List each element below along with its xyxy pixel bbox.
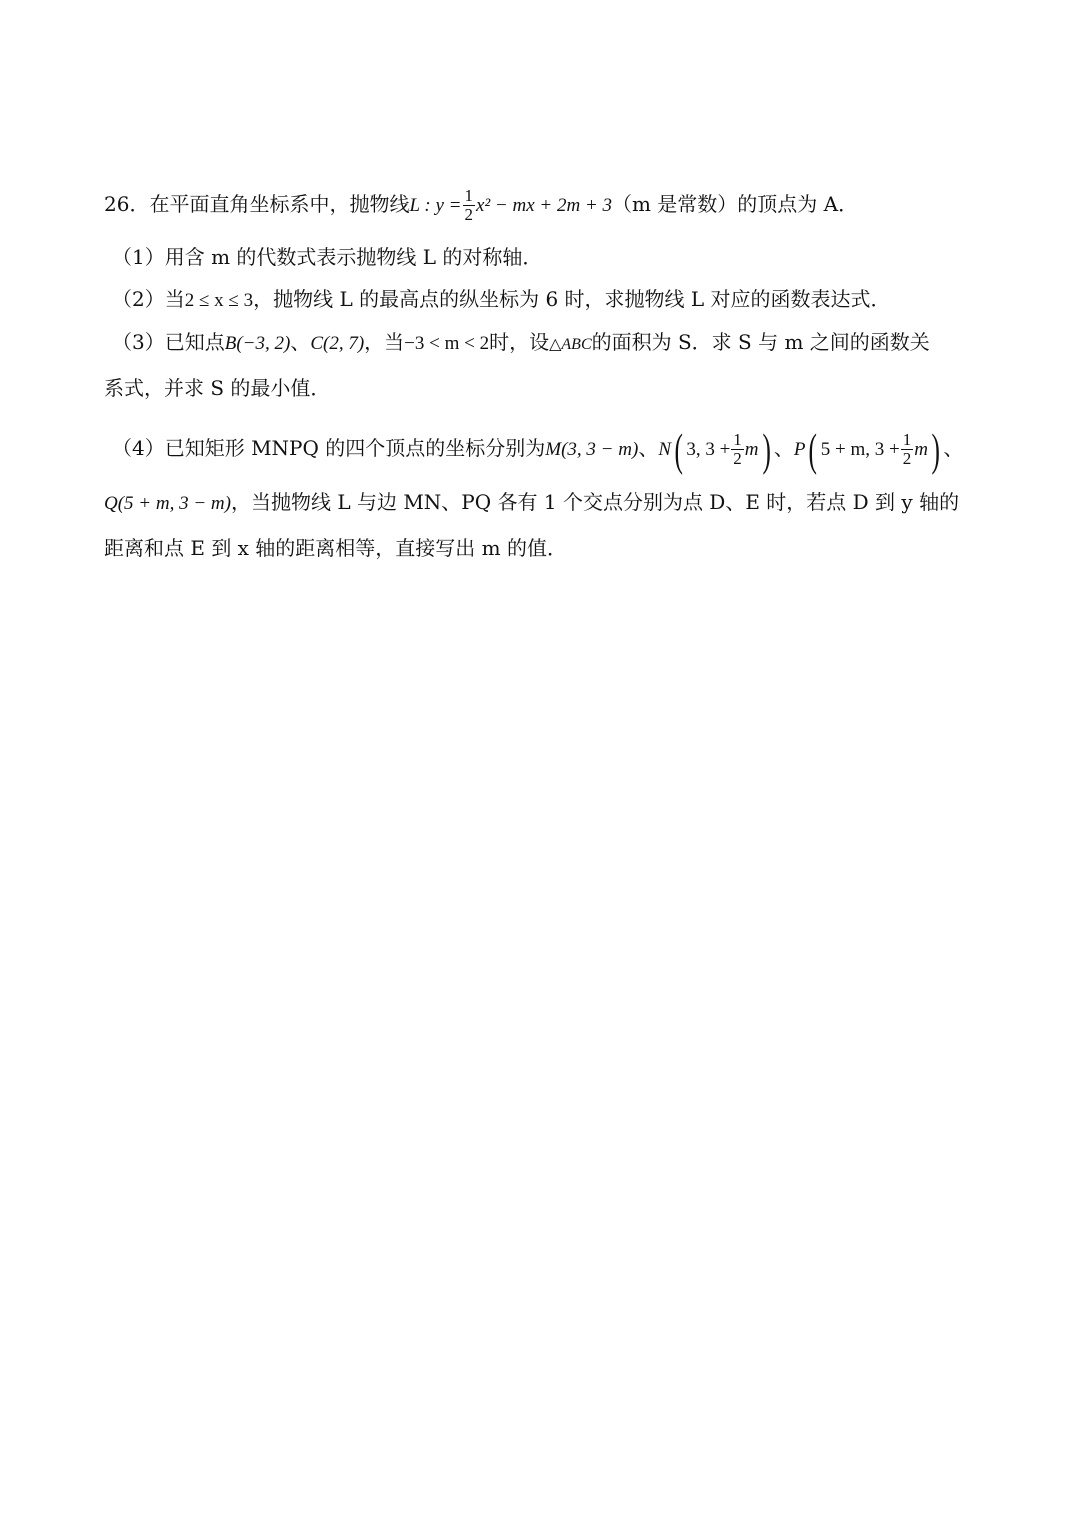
right-paren-icon: ) bbox=[761, 423, 771, 475]
point-p-fraction bbox=[901, 431, 914, 468]
point-b: B(−3, 2) bbox=[224, 333, 291, 354]
fraction-denominator: 2 bbox=[733, 449, 742, 468]
part-4-line-2 bbox=[104, 487, 959, 519]
problem-intro-line bbox=[104, 187, 858, 224]
point-p-tail: m bbox=[914, 439, 928, 460]
point-n-label: N bbox=[658, 439, 671, 460]
part-3-line-1 bbox=[112, 327, 930, 360]
point-c: C(2, 7) bbox=[310, 333, 365, 354]
parabola-formula-rhs: x² − mx + 2m + 3 bbox=[476, 195, 612, 216]
fraction-numerator: 1 bbox=[464, 186, 474, 205]
point-n-fraction bbox=[731, 431, 744, 468]
part-4-line-3-text: 距离和点 E 到 x 轴的距离相等，直接写出 m 的值． bbox=[104, 536, 567, 560]
point-n-body: 3, 3 + bbox=[686, 439, 731, 460]
problem-intro-prefix: 在平面直角坐标系中，抛物线 bbox=[149, 192, 410, 216]
point-q: Q(5 + m, 3 − m) bbox=[104, 493, 231, 514]
fraction-numerator: 1 bbox=[733, 430, 742, 449]
part-2 bbox=[112, 284, 891, 316]
part-4-line-1 bbox=[112, 423, 964, 475]
point-m: M(3, 3 − m) bbox=[545, 439, 639, 460]
left-paren-icon: ( bbox=[674, 423, 683, 475]
part-4-line-3 bbox=[104, 533, 567, 563]
part-2-condition: 2 ≤ x ≤ 3 bbox=[184, 290, 254, 311]
part-3-condition: −3 < m < 2 bbox=[404, 333, 490, 354]
problem-intro-suffix: （m 是常数）的顶点为 A． bbox=[611, 192, 859, 216]
part-4-separator-2: 、 bbox=[773, 436, 794, 460]
part-4-separator-3: 、 bbox=[943, 436, 964, 460]
part-4-separator-1: 、 bbox=[638, 436, 659, 460]
right-paren-icon: ) bbox=[931, 423, 940, 475]
part-1-text: （1）用含 m 的代数式表示抛物线 L 的对称轴． bbox=[112, 245, 543, 269]
part-3-line-2-text: 系式，并求 S 的最小值． bbox=[104, 376, 331, 400]
point-p-body: 5 + m, 3 + bbox=[820, 439, 900, 460]
part-4-line-2-text: ，当抛物线 L 与边 MN、PQ 各有 1 个交点分别为点 D、E 时，若点 D 到 y 轴的 bbox=[230, 490, 960, 514]
part-3-suffix: 的面积为 S．求 S 与 m 之间的函数关 bbox=[591, 330, 930, 354]
part-3-line-2 bbox=[104, 373, 330, 403]
problem-number: 26． bbox=[104, 192, 150, 216]
part-4-prefix: （4）已知矩形 MNPQ 的四个顶点的坐标分别为 bbox=[112, 436, 546, 460]
half-fraction bbox=[463, 187, 476, 224]
fraction-numerator: 1 bbox=[902, 430, 912, 449]
part-1 bbox=[112, 242, 542, 272]
part-3-separator: 、 bbox=[290, 330, 311, 354]
part-3-mid2: 时，设 bbox=[489, 330, 550, 354]
fraction-denominator: 2 bbox=[464, 205, 474, 224]
parabola-formula-lhs: L : y = bbox=[409, 195, 462, 216]
left-paren-icon: ( bbox=[808, 423, 818, 475]
part-2-prefix: （2）当 bbox=[112, 287, 185, 311]
point-n-tail: m bbox=[744, 439, 759, 460]
point-p-label: P bbox=[793, 439, 806, 460]
part-3-prefix: （3）已知点 bbox=[112, 330, 225, 354]
part-3-mid: ，当 bbox=[364, 330, 405, 354]
fraction-denominator: 2 bbox=[902, 449, 912, 468]
triangle-abc: △ABC bbox=[549, 336, 592, 353]
part-2-suffix: ，抛物线 L 的最高点的纵坐标为 6 时，求抛物线 L 对应的函数表达式． bbox=[253, 287, 891, 311]
